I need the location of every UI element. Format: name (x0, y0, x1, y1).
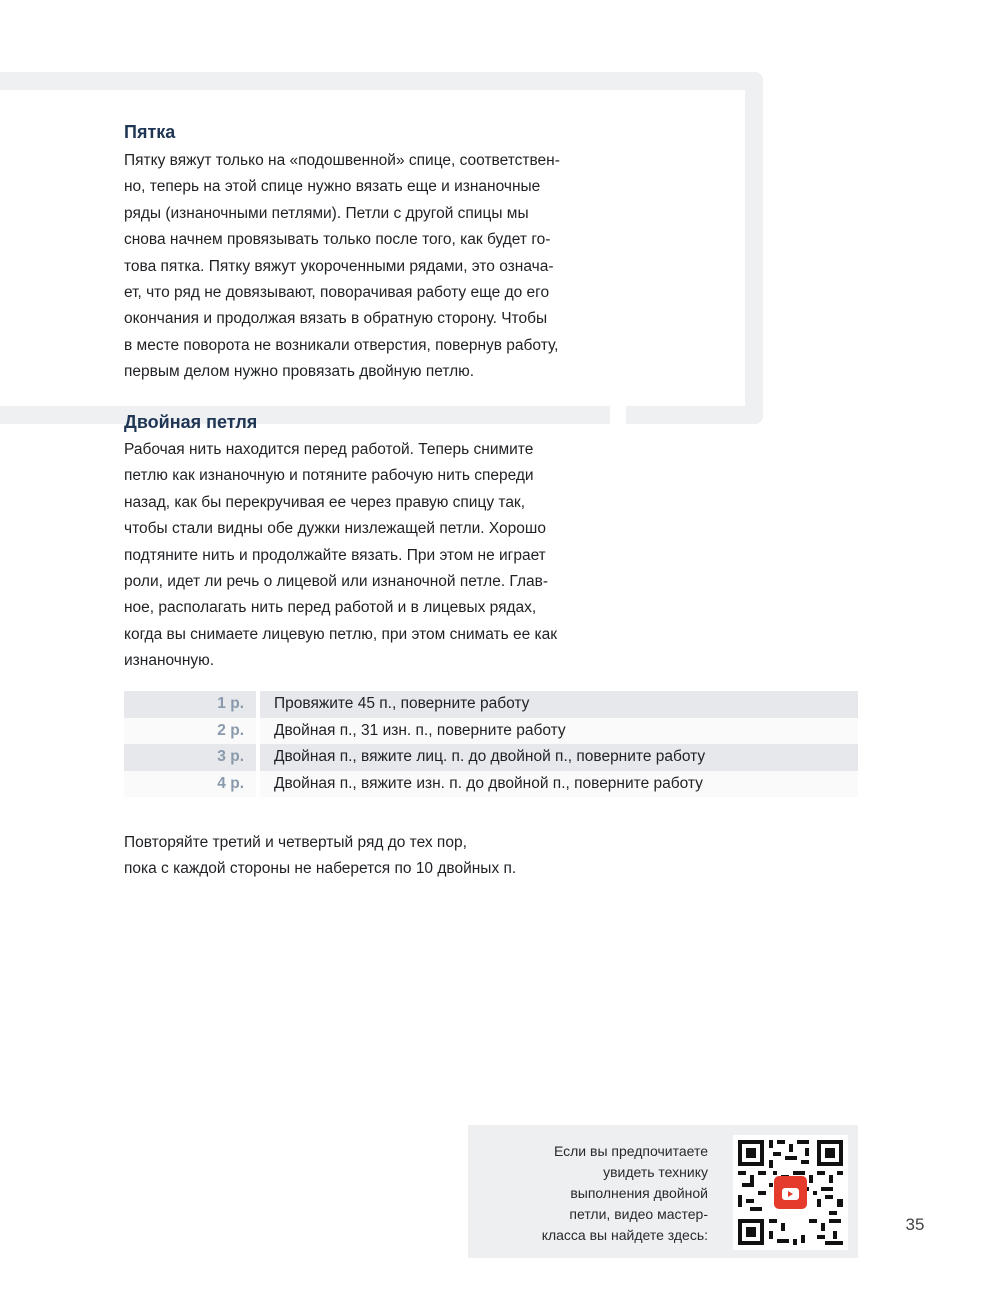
double-loop-section (124, 410, 624, 675)
double-loop-heading: Двойная петля (124, 412, 258, 432)
table-row (124, 771, 858, 798)
qr-code-icon[interactable] (733, 1135, 848, 1250)
youtube-icon (774, 1176, 807, 1209)
row-instructions-table (124, 691, 858, 797)
heel-heading: Пятка (124, 122, 176, 142)
row-number: 1 р. (124, 691, 258, 718)
row-number: 3 р. (124, 744, 258, 771)
video-callout-text: Если вы предпочитаете увидеть технику выполнения двойной петли, видео мастер- класса вы найдете здесь: (541, 1143, 708, 1243)
row-instruction: Двойная п., 31 изн. п., поверните работу (258, 718, 858, 745)
heel-section (124, 120, 624, 386)
heel-paragraph: Пятку вяжут только на «подошвенной» спице, соответствен- но, теперь на этой спице нужно вязать еще и изнаночные ряды (изнаночными петлями). Петли с другой спицы мы снова начнем провязывать только после того, как будет го- това пятка. Пятку вяжут укороченными рядами, это означа- ет, что ряд не довязывают, поворачивая работу еще до его окончания и продолжая вязать в обратную сторону. Чтобы в месте поворота не возникали отверстия, повернув работу, первым делом нужно провязать двойную петлю. (124, 152, 560, 381)
row-number: 4 р. (124, 771, 258, 798)
table-row (124, 744, 858, 771)
page-number: 35 (905, 1215, 925, 1234)
table-row (124, 718, 858, 745)
repeat-instruction: Повторяйте третий и четвертый ряд до тех пор, пока с каждой стороны не наберется по 10 двойных п. (124, 834, 517, 878)
table-row (124, 691, 858, 718)
double-loop-paragraph: Рабочая нить находится перед работой. Теперь снимите петлю как изнаночную и потяните рабочую нить спереди назад, как бы перекручивая ее через правую спицу так, чтобы стали видны обе дужки низлежащей петли. Хорошо подтяните нить и продолжайте вязать. При этом не играет роли, идет ли речь о лицевой или изнаночной петле. Глав- ное, располагать нить перед работой и в лицевых рядах, когда вы снимаете лицевую петлю, при этом снимать ее как изнаночную. (124, 441, 558, 670)
row-number: 2 р. (124, 718, 258, 745)
video-callout (468, 1125, 858, 1258)
row-instruction: Провяжите 45 п., поверните работу (258, 691, 858, 718)
row-instruction: Двойная п., вяжите лиц. п. до двойной п., поверните работу (258, 744, 858, 771)
row-instruction: Двойная п., вяжите изн. п. до двойной п., поверните работу (258, 771, 858, 798)
